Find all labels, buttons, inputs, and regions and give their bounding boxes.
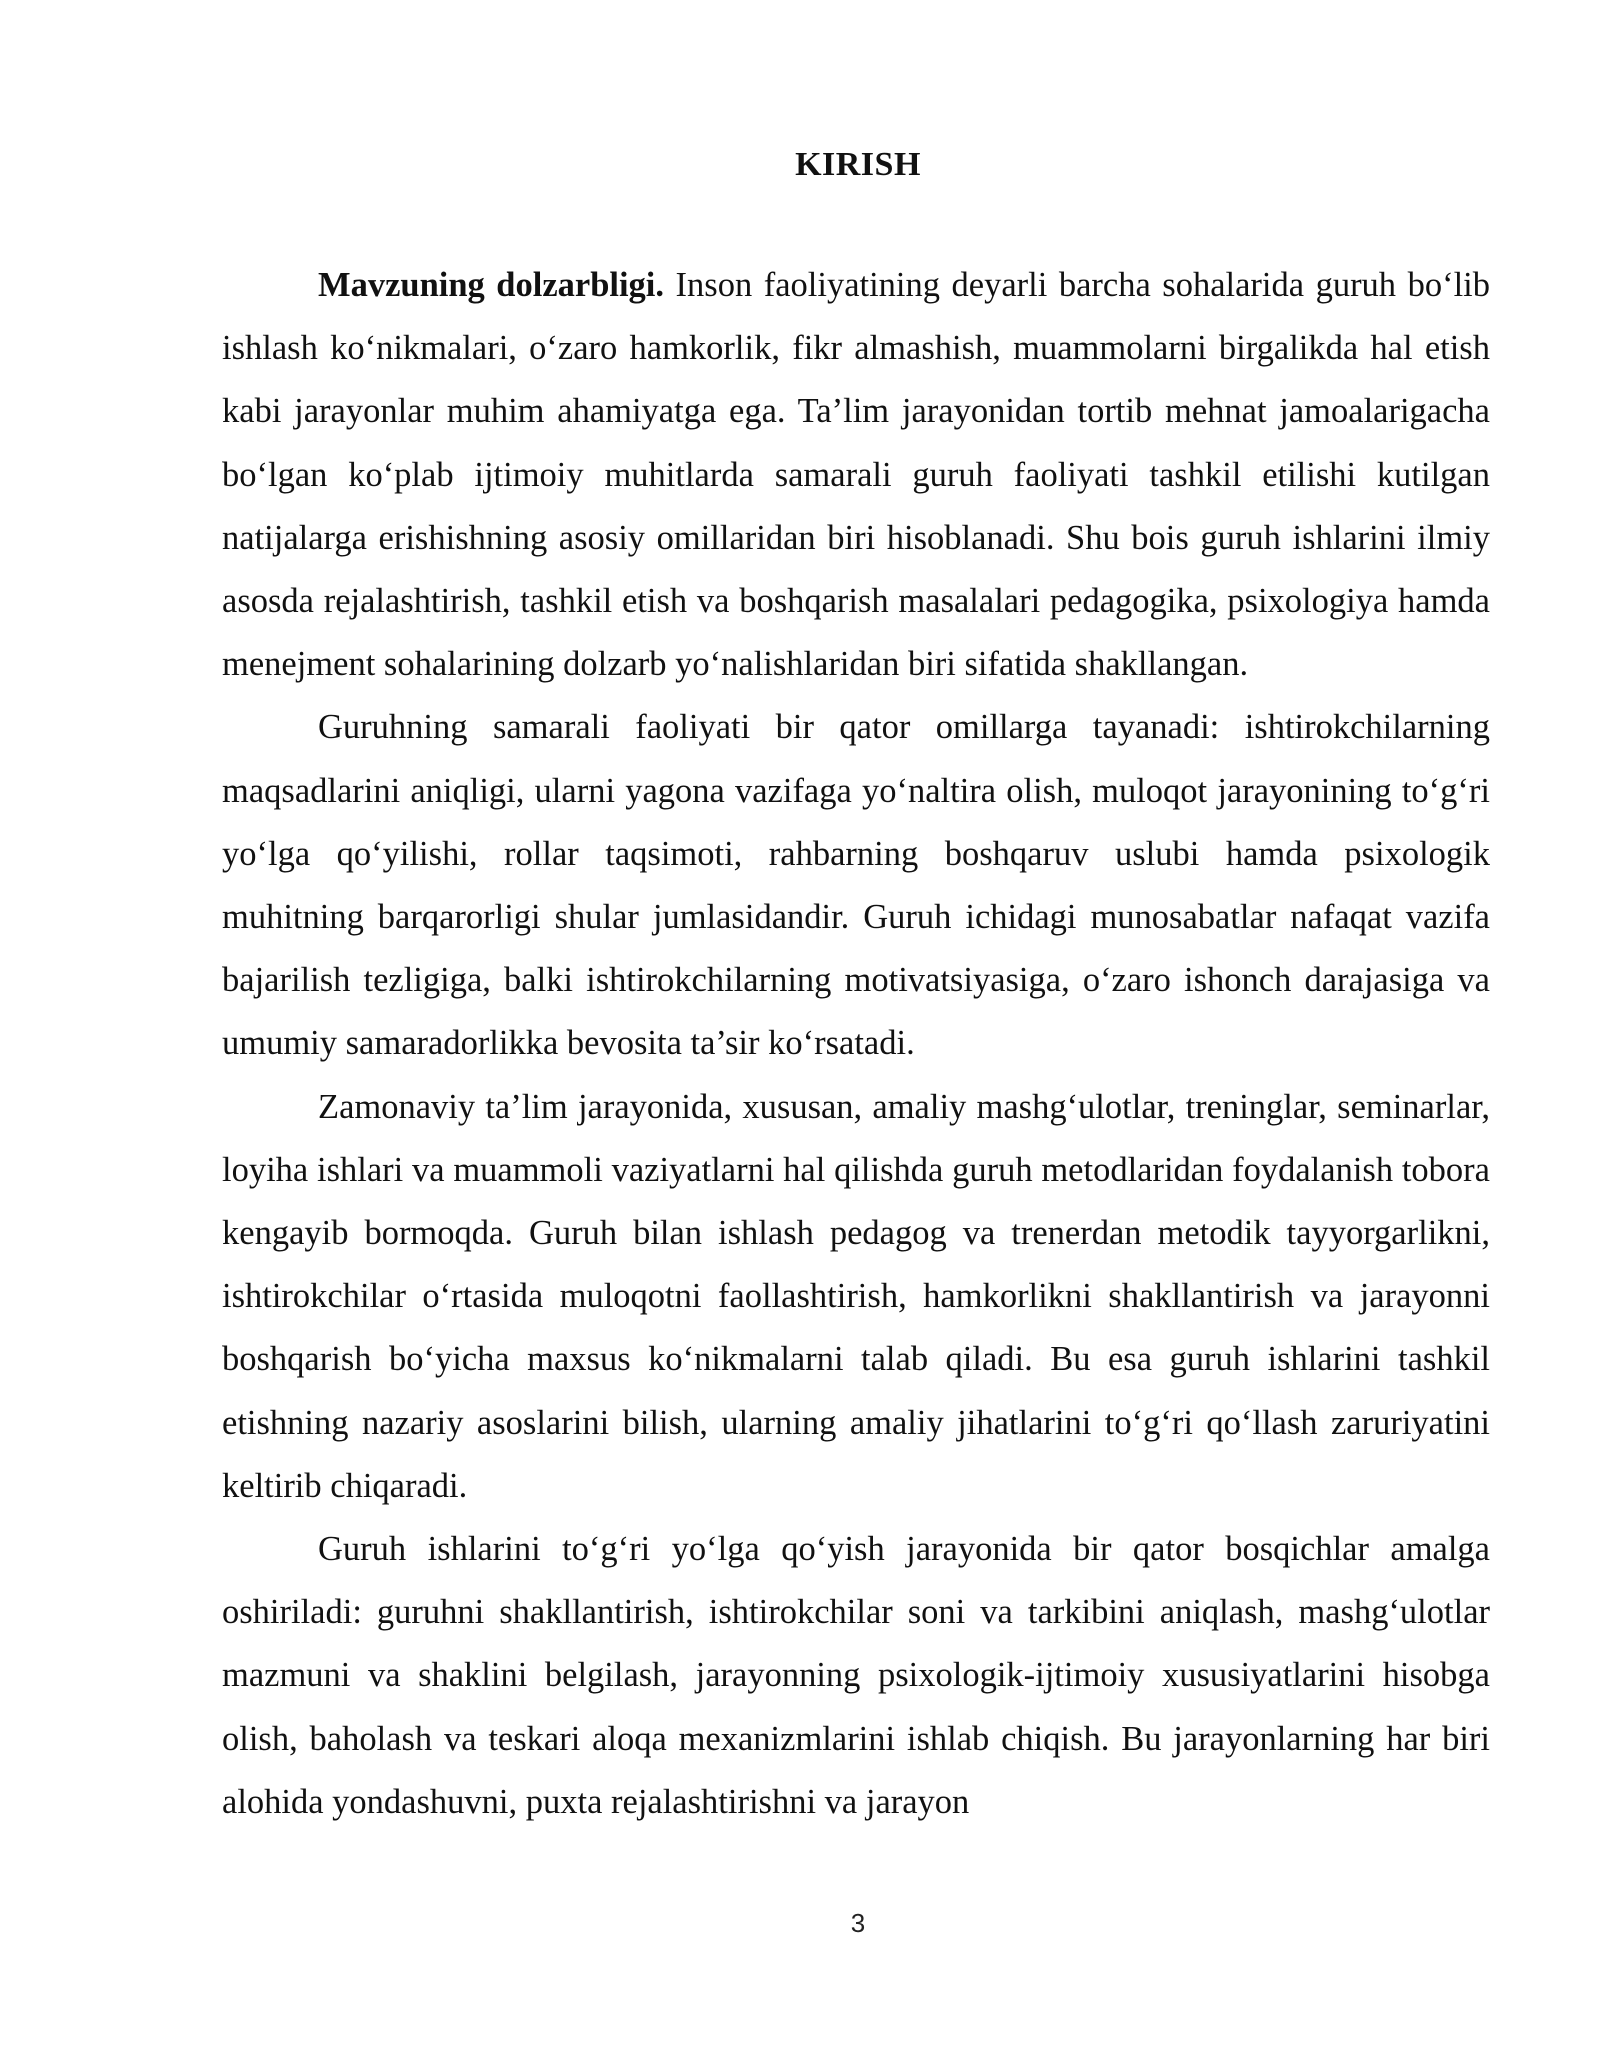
paragraph-lead: Mavzuning dolzarbligi. [318,266,665,304]
page-title: KIRISH [795,146,921,183]
body-text [222,254,1490,1834]
page-number: 3 [850,1908,866,1938]
paragraph-text: Inson faoliyatining deyarli barcha sohalarida guruh bo‘lib ishlash ko‘nikmalari, o‘zaro hamkorlik, fikr almashish, muammolarni birgalikda hal etish kabi jarayonlar muhim ahamiyatga ega. Ta’lim jarayonidan tortib mehnat jamoalarigacha bo‘lgan ko‘plab ijtimoiy muhitlarda samarali guruh faoliyati tashkil etilishi kutilgan natijalarga erishishning asosiy omillaridan biri hisoblanadi. Shu bois guruh ishlarini ilmiy asosda rejalashtirish, tashkil etish va boshqarish masalalari pedagogika, psixologiya hamda menejment sohalarining dolzarb yo‘nalishlaridan biri sifatida shakllangan. [222,266,1490,684]
paragraph: Guruh ishlarini to‘g‘ri yo‘lga qo‘yish jarayonida bir qator bosqichlar amalga oshiriladi: guruhni shakllantirish, ishtirokchilar soni va tarkibini aniqlash, mashg‘ulotlar mazmuni va shaklini belgilash, jarayonning psixologik-ijtimoiy xususiyatlarini hisobga olish, baholash va teskari aloqa mexanizmlarini ishlab chiqish. Bu jarayonlarning har biri alohida yondashuvni, puxta rejalashtirishni va jarayon [222,1530,1490,1821]
paragraph: Zamonaviy ta’lim jarayonida, xususan, amaliy mashg‘ulotlar, treninglar, seminarlar, loyiha ishlari va muammoli vaziyatlarni hal qilishda guruh metodlaridan foydalanish tobora kengayib bormoqda. Guruh bilan ishlash pedagog va trenerdan metodik tayyorgarlikni, ishtirokchilar o‘rtasida muloqotni faollashtirish, hamkorlikni shakllantirish va jarayonni boshqarish bo‘yicha maxsus ko‘nikmalarni talab qiladi. Bu esa guruh ishlarini tashkil etishning nazariy asoslarini bilish, ularning amaliy jihatlarini to‘g‘ri qo‘llash zaruriyatini keltirib chiqaradi. [222,1087,1490,1505]
paragraph-relevance [222,254,1490,696]
paragraph: Guruhning samarali faoliyati bir qator omillarga tayanadi: ishtirokchilarning maqsadlarini aniqligi, ularni yagona vazifaga yo‘naltira olish, muloqot jarayonining to‘g‘ri yo‘lga qo‘yilishi, rollar taqsimoti, rahbarning boshqaruv uslubi hamda psixologik muhitning barqarorligi shular jumlasidandir. Guruh ichidagi munosabatlar nafaqat vazifa bajarilish tezligiga, balki ishtirokchilarning motivatsiyasiga, o‘zaro ishonch darajasiga va umumiy samaradorlikka bevosita ta’sir ko‘rsatadi. [222,708,1490,1063]
